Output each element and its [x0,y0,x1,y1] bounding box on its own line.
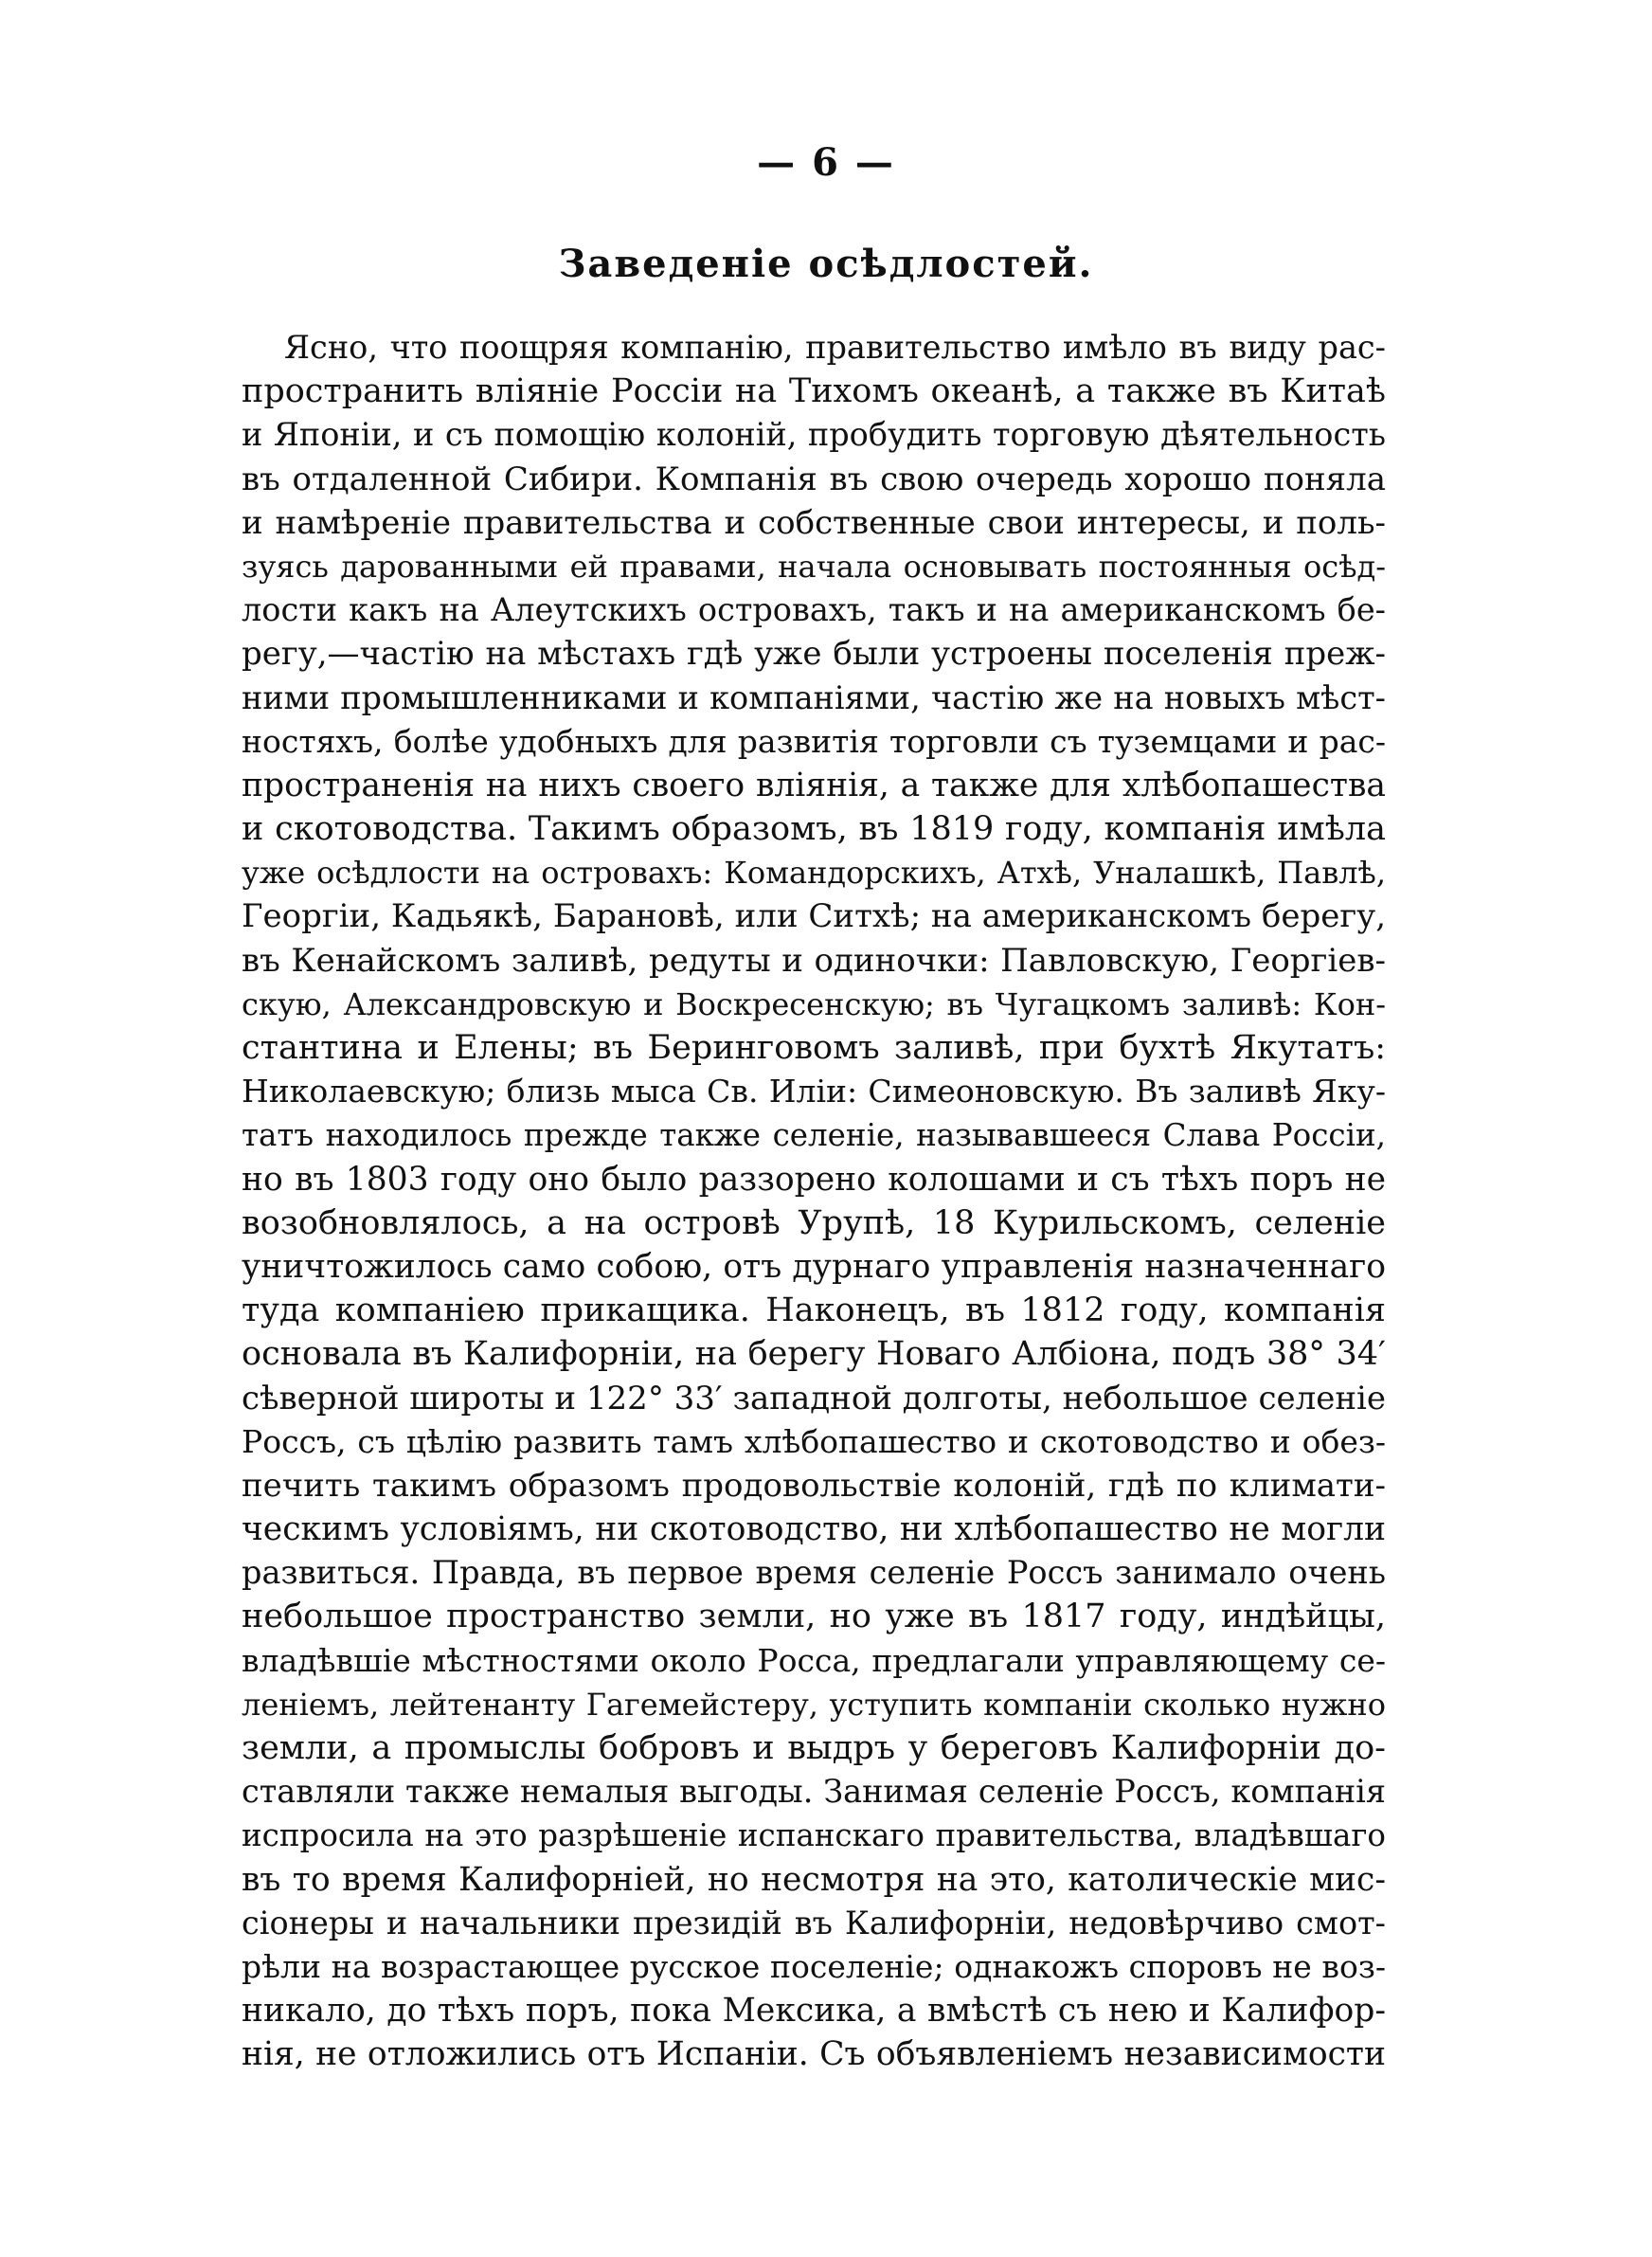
text-line: стантина и Елены; въ Беринговомъ заливѣ, при бухтѣ Якутатъ: [242,1029,1386,1067]
text-line: но въ 1803 году оно было раззорено колошами и съ тѣхъ поръ не [242,1160,1386,1199]
text-line: развиться. Правда, въ первое время селеніе Россъ занимало очень [242,1554,1386,1592]
text-line: сѣверной широты и 122° 33′ западной долготы, небольшое селеніе [242,1379,1386,1417]
text-line: испросила на это разрѣшеніе испанскаго правительства, владѣвшаго [242,1817,1386,1854]
text-line: владѣвшіе мѣстностями около Росса, предлагали управляющему се- [242,1641,1386,1679]
text-line: Георгіи, Кадьякѣ, Барановѣ, или Ситхѣ; на американскомъ берегу, [242,897,1386,936]
text-line: уничтожилось само собою, отъ дурнаго управленія назначеннаго [242,1247,1386,1286]
text-line: пространенія на нихъ своего вліянія, а также для хлѣбопашества [242,766,1386,804]
text-line: Николаевскую; близь мыса Св. Иліи: Симеоновскую. Въ заливѣ Яку- [242,1073,1386,1110]
text-line: ставляли также немалыя выгоды. Занимая селеніе Россъ, компанія [242,1773,1386,1811]
text-line: основала въ Калифорніи, на берегу Новаго Албіона, подъ 38° 34′ [242,1335,1386,1374]
text-line: леніемъ, лейтенанту Гагемейстеру, уступить компаніи сколько нужно [242,1686,1386,1723]
text-line: регу,—частію на мѣстахъ гдѣ уже были устроены поселенія преж- [242,635,1386,674]
text-line: никало, до тѣхъ поръ, пока Мексика, а вмѣстѣ съ нею и Калифор- [242,1992,1386,2031]
text-line: Ясно, что поощряя компанію, правительство имѣло въ виду рас- [284,329,1386,366]
text-line: земли, а промыслы бобровъ и выдръ у береговъ Калифорніи до- [242,1729,1386,1767]
text-line: въ Кенайскомъ заливѣ, редуты и одиночки: Павловскую, Георгіев- [242,941,1386,980]
text-line: скую, Александровскую и Воскресенскую; въ Чугацкомъ заливѣ: Кон- [242,985,1386,1022]
page-number: — 6 — [757,140,895,185]
text-line: нія, не отложились отъ Испаніи. Съ объявленіемъ независимости [242,2035,1386,2074]
text-line: ними промышленниками и компаніями, частію же на новыхъ мѣст- [242,678,1386,716]
text-line: зуясь дарованными ей правами, начала основывать постоянныя осѣд- [242,548,1386,585]
text-line: въ отдаленной Сибири. Компанія въ свою очередь хорошо поняла [242,460,1386,498]
text-line: возобновлялось, а на островѣ Урупѣ, 18 Курильскомъ, селеніе [242,1203,1386,1242]
text-line: уже осѣдлости на островахъ: Командорскихъ, Атхѣ, Уналашкѣ, Павлѣ, [242,855,1386,892]
text-line: въ то время Калифорніей, но несмотря на это, католическіе мис- [242,1860,1386,1899]
text-line: татъ находилось прежде также селеніе, называвшееся Слава Россіи, [242,1117,1386,1154]
text-line: и намѣреніе правительства и собственные свои интересы, и поль- [242,503,1386,542]
text-line: рѣли на возрастающее русское поселеніе; однакожъ споровъ не воз- [242,1947,1386,1985]
text-line: ностяхъ, болѣе удобныхъ для развитія торговли съ туземцами и рас- [242,722,1386,760]
text-line: сіонеры и начальники президій въ Калифорніи, недовѣрчиво смот- [242,1904,1386,1941]
section-heading: Заведеніе осѣдлостей. [558,242,1094,286]
text-line: и Японіи, и съ помощію колоній, пробудить торговую дѣятельность [242,416,1386,454]
body-text [242,326,1386,2077]
text-line: печить такимъ образомъ продовольствіе колоній, гдѣ по климати- [242,1466,1386,1505]
text-line: туда компаніею прикащика. Наконецъ, въ 1812 году, компанія [242,1291,1386,1330]
text-line: Россъ, съ цѣлію развить тамъ хлѣбопашество и скотоводство и обез- [242,1422,1386,1460]
text-line: лости какъ на Алеутскихъ островахъ, такъ и на американскомъ бе- [242,591,1386,629]
text-line: ческимъ условіямъ, ни скотоводство, ни хлѣбопашество не могли [242,1510,1386,1549]
text-line: небольшое пространство земли, но уже въ 1817 году, индѣйцы, [242,1598,1386,1636]
text-line: и скотоводства. Такимъ образомъ, въ 1819 году, компанія имѣла [242,810,1386,849]
text-line: пространить вліяніе Россіи на Тихомъ океанѣ, а также въ Китаѣ [242,372,1386,411]
